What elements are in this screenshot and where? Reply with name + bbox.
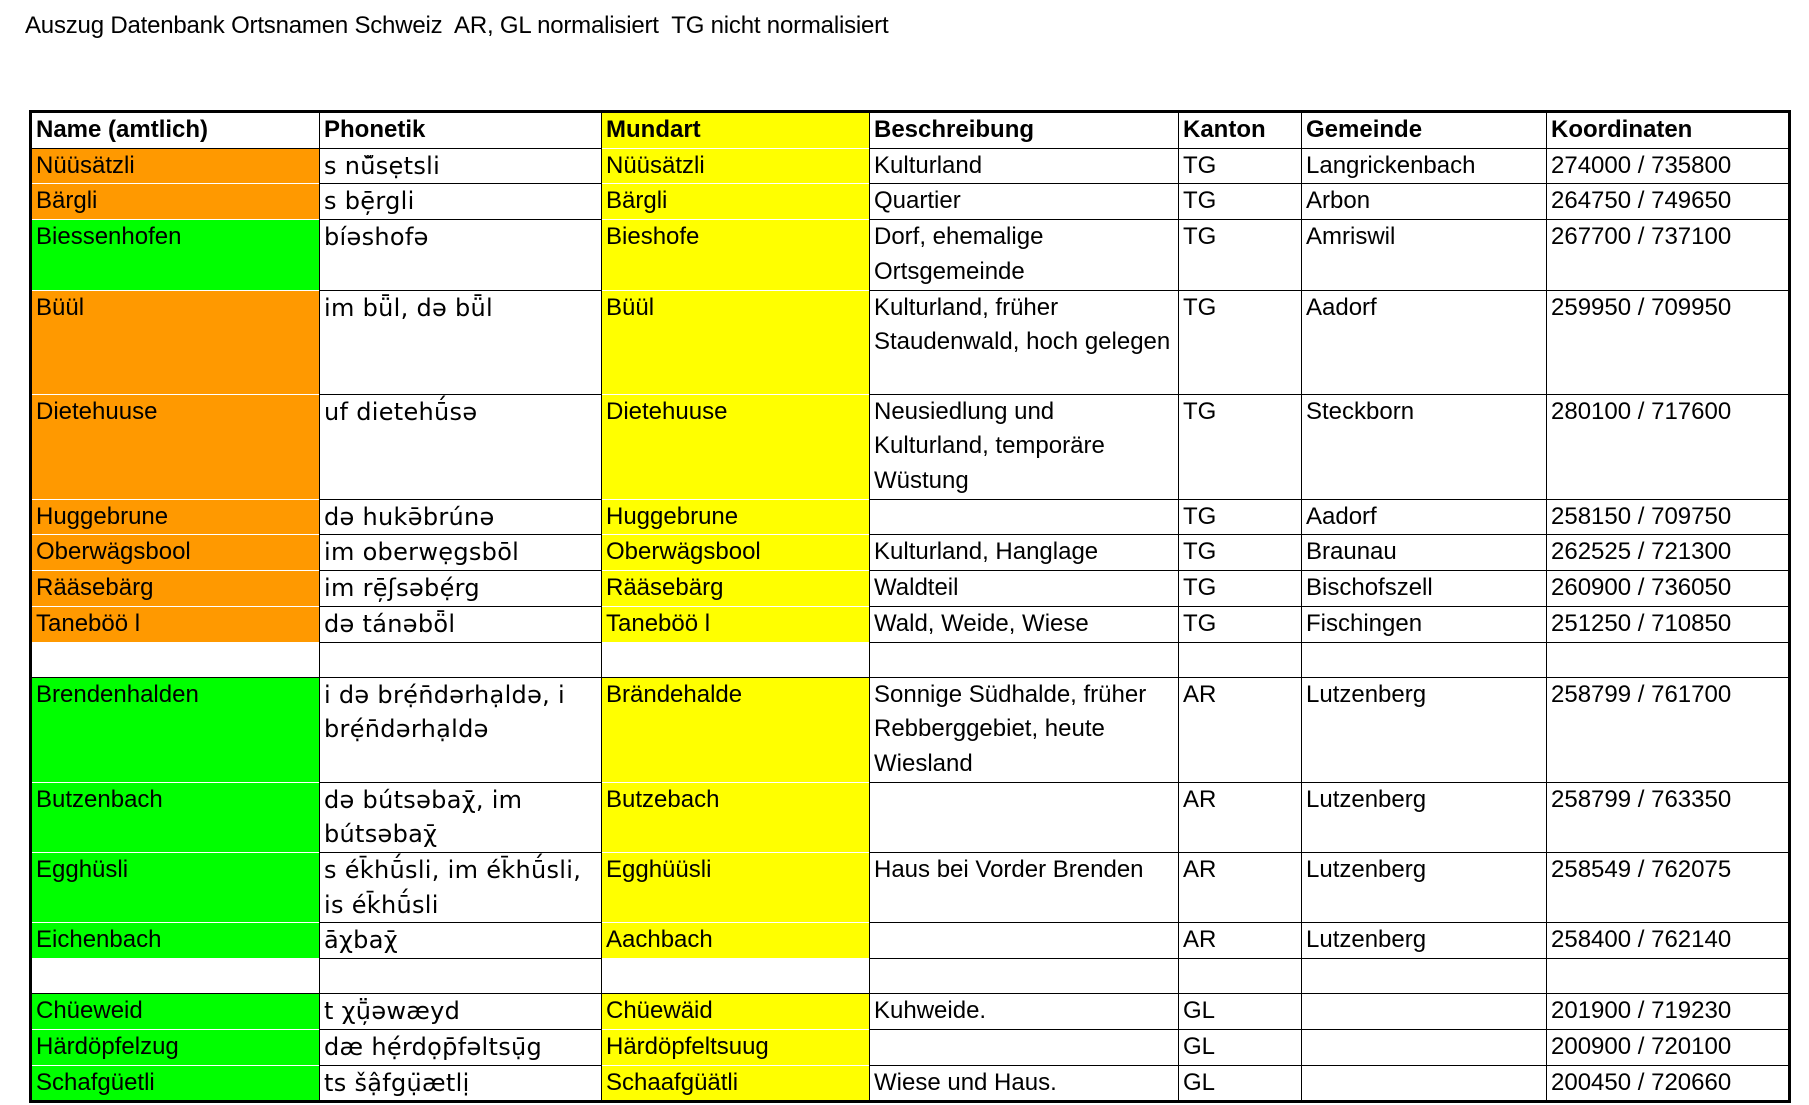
column-header-kanton: Kanton	[1179, 112, 1302, 149]
cell-beschreibung	[870, 499, 1179, 535]
cell-phonetik: ts šậfgụ̈ætlị	[320, 1065, 602, 1102]
cell-name: Dietehuuse	[31, 394, 320, 499]
cell-phonetik: im oberwẹgsbōl	[320, 535, 602, 571]
cell-beschreibung-empty	[870, 642, 1179, 677]
table-row	[31, 1065, 1790, 1102]
cell-beschreibung: Kuhweide.	[870, 994, 1179, 1030]
place-names-table	[29, 110, 1791, 1103]
cell-koordinaten: 200900 / 720100	[1547, 1029, 1790, 1065]
cell-beschreibung: Kulturland, Hanglage	[870, 535, 1179, 571]
cell-mundart: Butzebach	[602, 782, 870, 852]
cell-phonetik: s nŭ̃sẹtsli	[320, 148, 602, 184]
cell-koordinaten: 267700 / 737100	[1547, 220, 1790, 290]
cell-mundart: Härdöpfeltsuug	[602, 1029, 870, 1065]
column-header-name: Name (amtlich)	[31, 112, 320, 149]
cell-gemeinde: Langrickenbach	[1302, 148, 1547, 184]
cell-beschreibung: Kulturland, früher Staudenwald, hoch gelegen	[870, 290, 1179, 394]
table-row	[31, 499, 1790, 535]
cell-kanton: TG	[1179, 571, 1302, 607]
cell-gemeinde: Lutzenberg	[1302, 853, 1547, 923]
cell-name: Chüeweid	[31, 994, 320, 1030]
cell-name: Bärgli	[31, 184, 320, 220]
cell-name: Eichenbach	[31, 923, 320, 959]
table-row	[31, 606, 1790, 642]
cell-gemeinde: Lutzenberg	[1302, 923, 1547, 959]
column-header-beschreibung: Beschreibung	[870, 112, 1179, 149]
cell-koordinaten: 258799 / 761700	[1547, 677, 1790, 782]
cell-gemeinde: Steckborn	[1302, 394, 1547, 499]
cell-beschreibung: Quartier	[870, 184, 1179, 220]
cell-gemeinde: Braunau	[1302, 535, 1547, 571]
table-row	[31, 220, 1790, 290]
cell-name: Brendenhalden	[31, 677, 320, 782]
cell-gemeinde: Aadorf	[1302, 290, 1547, 394]
cell-koordinaten: 264750 / 749650	[1547, 184, 1790, 220]
cell-phonetik-empty	[320, 959, 602, 994]
cell-gemeinde: Fischingen	[1302, 606, 1547, 642]
cell-beschreibung	[870, 782, 1179, 852]
cell-kanton: AR	[1179, 677, 1302, 782]
cell-mundart: Büül	[602, 290, 870, 394]
cell-kanton: TG	[1179, 606, 1302, 642]
cell-name: Oberwägsbool	[31, 535, 320, 571]
table-row	[31, 782, 1790, 852]
cell-name: Biessenhofen	[31, 220, 320, 290]
cell-phonetik: s bē̦rgli	[320, 184, 602, 220]
table-row	[31, 994, 1790, 1030]
table-row	[31, 148, 1790, 184]
cell-gemeinde: Lutzenberg	[1302, 782, 1547, 852]
cell-phonetik: i də brẹ́n̄dərhạldə, i brẹ́n̄dərhạldə	[320, 677, 602, 782]
cell-beschreibung: Haus bei Vorder Brenden	[870, 853, 1179, 923]
cell-kanton: TG	[1179, 290, 1302, 394]
cell-koordinaten: 201900 / 719230	[1547, 994, 1790, 1030]
cell-name: Egghüsli	[31, 853, 320, 923]
cell-gemeinde: Amriswil	[1302, 220, 1547, 290]
cell-name: Taneböö l	[31, 606, 320, 642]
table-row	[31, 571, 1790, 607]
cell-koordinaten: 274000 / 735800	[1547, 148, 1790, 184]
cell-phonetik: s ék̄hū́sli, im ék̄hū́sli, is ék̄hū́sli	[320, 853, 602, 923]
table-row	[31, 1029, 1790, 1065]
cell-koordinaten: 280100 / 717600	[1547, 394, 1790, 499]
cell-mundart: Bärgli	[602, 184, 870, 220]
cell-kanton: TG	[1179, 148, 1302, 184]
cell-gemeinde: Lutzenberg	[1302, 677, 1547, 782]
cell-name: Nüüsätzli	[31, 148, 320, 184]
cell-beschreibung	[870, 923, 1179, 959]
cell-kanton: AR	[1179, 782, 1302, 852]
column-header-mundart: Mundart	[602, 112, 870, 149]
table-row	[31, 184, 1790, 220]
cell-phonetik: də bútsəbaχ̄, im bútsəbaχ̄	[320, 782, 602, 852]
cell-kanton: GL	[1179, 1065, 1302, 1102]
cell-beschreibung: Wiese und Haus.	[870, 1065, 1179, 1102]
cell-mundart: Huggebrune	[602, 499, 870, 535]
cell-phonetik: dæ hẹ́rdọp̄fəltsụ̄g	[320, 1029, 602, 1065]
cell-koordinaten-empty	[1547, 959, 1790, 994]
cell-mundart: Oberwägsbool	[602, 535, 870, 571]
cell-phonetik: āχbaχ̄	[320, 923, 602, 959]
cell-gemeinde: Arbon	[1302, 184, 1547, 220]
cell-kanton: GL	[1179, 994, 1302, 1030]
cell-kanton: AR	[1179, 853, 1302, 923]
cell-beschreibung: Neusiedlung und Kulturland, temporäre Wüstung	[870, 394, 1179, 499]
cell-phonetik: də hukə̄brúnə	[320, 499, 602, 535]
separator-row	[31, 959, 1790, 994]
cell-name: Rääsebärg	[31, 571, 320, 607]
cell-koordinaten: 258799 / 763350	[1547, 782, 1790, 852]
cell-koordinaten: 251250 / 710850	[1547, 606, 1790, 642]
cell-beschreibung: Sonnige Südhalde, früher Rebberggebiet, heute Wiesland	[870, 677, 1179, 782]
cell-beschreibung-empty	[870, 959, 1179, 994]
cell-mundart: Brändehalde	[602, 677, 870, 782]
cell-gemeinde: Bischofszell	[1302, 571, 1547, 607]
cell-beschreibung	[870, 1029, 1179, 1065]
cell-name: Huggebrune	[31, 499, 320, 535]
cell-kanton: TG	[1179, 535, 1302, 571]
cell-kanton: TG	[1179, 220, 1302, 290]
cell-mundart: Rääsebärg	[602, 571, 870, 607]
cell-mundart: Nüüsätzli	[602, 148, 870, 184]
table-row	[31, 535, 1790, 571]
cell-gemeinde-empty	[1302, 642, 1547, 677]
cell-mundart: Schaafgüätli	[602, 1065, 870, 1102]
cell-name: Büül	[31, 290, 320, 394]
cell-mundart: Taneböö l	[602, 606, 870, 642]
cell-kanton: GL	[1179, 1029, 1302, 1065]
cell-kanton-empty	[1179, 642, 1302, 677]
cell-phonetik: də tánəbȫl	[320, 606, 602, 642]
cell-gemeinde	[1302, 1029, 1547, 1065]
cell-kanton: TG	[1179, 394, 1302, 499]
cell-mundart-empty	[602, 959, 870, 994]
cell-name: Butzenbach	[31, 782, 320, 852]
table-row	[31, 923, 1790, 959]
separator-row	[31, 642, 1790, 677]
cell-mundart: Dietehuuse	[602, 394, 870, 499]
cell-gemeinde: Aadorf	[1302, 499, 1547, 535]
cell-phonetik: im rē̦ʃsəbẹ́rg	[320, 571, 602, 607]
table-row	[31, 853, 1790, 923]
cell-koordinaten: 259950 / 709950	[1547, 290, 1790, 394]
cell-name-empty	[31, 959, 320, 994]
cell-mundart-empty	[602, 642, 870, 677]
cell-phonetik: uf dietehū́sə	[320, 394, 602, 499]
cell-phonetik: bíəshofə	[320, 220, 602, 290]
cell-koordinaten: 200450 / 720660	[1547, 1065, 1790, 1102]
cell-mundart: Aachbach	[602, 923, 870, 959]
cell-gemeinde	[1302, 994, 1547, 1030]
cell-gemeinde	[1302, 1065, 1547, 1102]
cell-koordinaten: 258150 / 709750	[1547, 499, 1790, 535]
cell-beschreibung: Kulturland	[870, 148, 1179, 184]
cell-phonetik: t χṻ̦əwæyd	[320, 994, 602, 1030]
table-row	[31, 394, 1790, 499]
cell-name-empty	[31, 642, 320, 677]
column-header-gemeinde: Gemeinde	[1302, 112, 1547, 149]
cell-kanton-empty	[1179, 959, 1302, 994]
cell-koordinaten: 262525 / 721300	[1547, 535, 1790, 571]
cell-kanton: TG	[1179, 499, 1302, 535]
table-row	[31, 290, 1790, 394]
column-header-koordinaten: Koordinaten	[1547, 112, 1790, 149]
cell-beschreibung: Waldteil	[870, 571, 1179, 607]
cell-name: Schafgüetli	[31, 1065, 320, 1102]
cell-phonetik-empty	[320, 642, 602, 677]
cell-mundart: Egghüüsli	[602, 853, 870, 923]
table-row	[31, 677, 1790, 782]
table-body	[31, 148, 1790, 1102]
cell-kanton: TG	[1179, 184, 1302, 220]
cell-mundart: Chüewäid	[602, 994, 870, 1030]
cell-koordinaten: 260900 / 736050	[1547, 571, 1790, 607]
header-row	[31, 112, 1790, 149]
cell-beschreibung: Wald, Weide, Wiese	[870, 606, 1179, 642]
cell-koordinaten: 258400 / 762140	[1547, 923, 1790, 959]
cell-name: Härdöpfelzug	[31, 1029, 320, 1065]
cell-koordinaten: 258549 / 762075	[1547, 853, 1790, 923]
cell-beschreibung: Dorf, ehemalige Ortsgemeinde	[870, 220, 1179, 290]
cell-koordinaten-empty	[1547, 642, 1790, 677]
column-header-phonetik: Phonetik	[320, 112, 602, 149]
cell-mundart: Bieshofe	[602, 220, 870, 290]
cell-kanton: AR	[1179, 923, 1302, 959]
cell-gemeinde-empty	[1302, 959, 1547, 994]
cell-phonetik: im bǖl, də bǖl	[320, 290, 602, 394]
document-title: Auszug Datenbank Ortsnamen Schweiz AR, GL normalisiert TG nicht normalisiert	[25, 12, 889, 39]
